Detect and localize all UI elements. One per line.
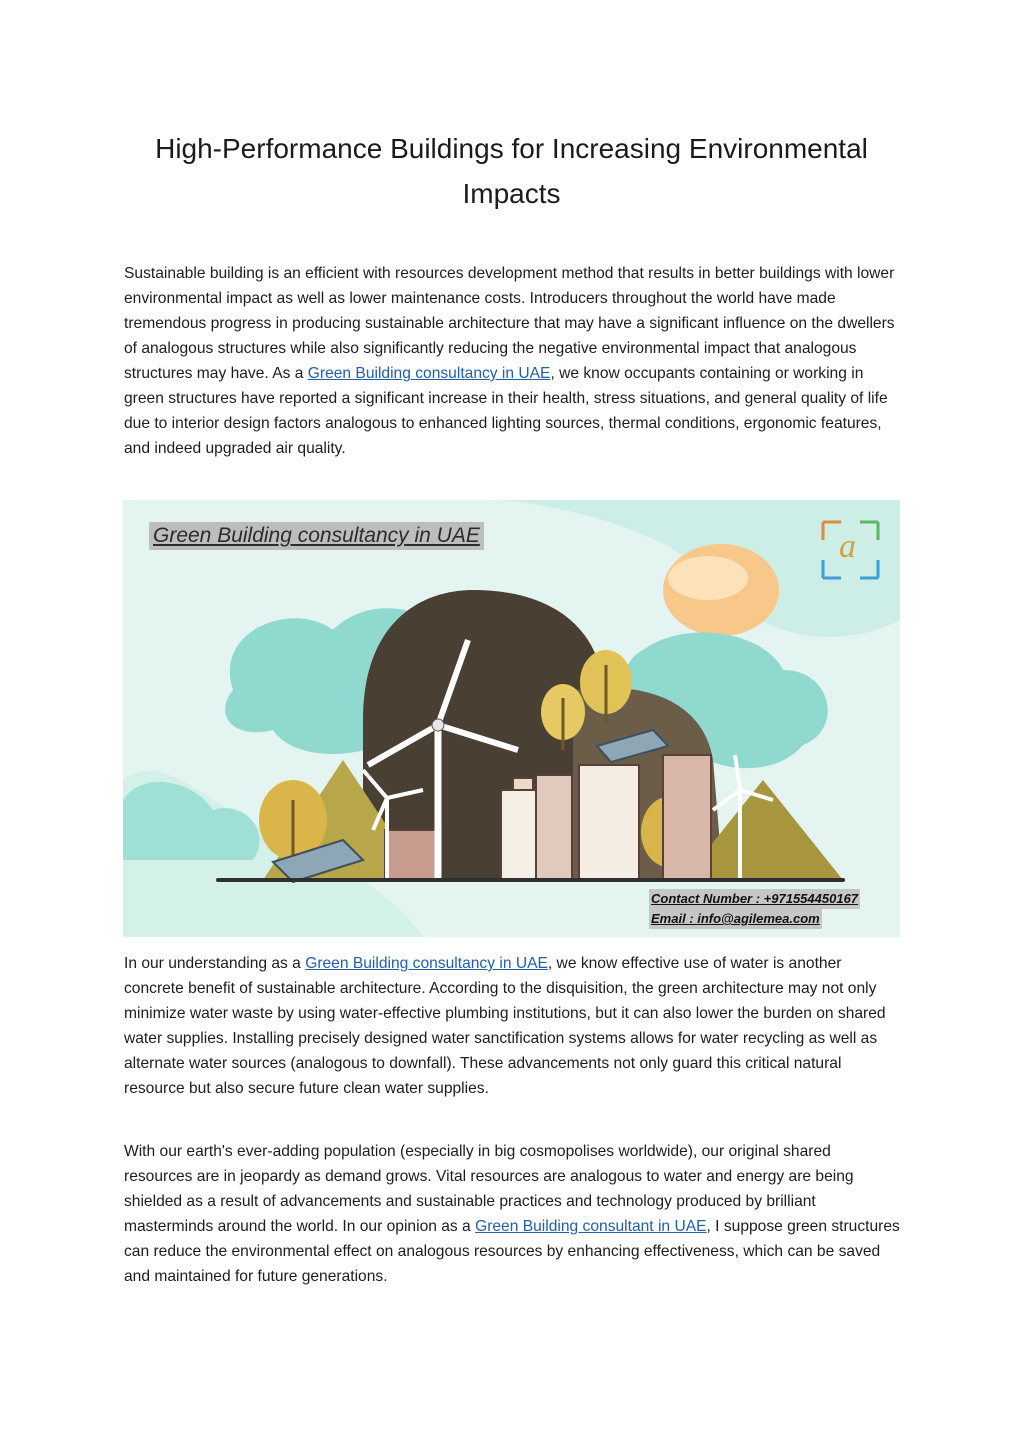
paragraph-text: With our earth's ever-adding population (especially in big cosmopolises worldwide), our original shared resources are in jeopardy as demand grows. Vital resources are analogous to water and energy are being shielded as a result of advancements and sustainable practices and technology produced by brilliant masterminds around the world. In our opinion as a bbox=[124, 1143, 854, 1235]
green-building-link[interactable]: Green Building consultancy in UAE bbox=[305, 955, 548, 972]
page-title bbox=[100, 126, 923, 216]
title-line-2: Impacts bbox=[462, 178, 561, 209]
paragraph-text: , we know occupants containing or working in green structures have reported a significant increase in their health, stress situations, and general quality of life due to interior design factors analogous to enhanced lighting sources, thermal conditions, ergonomic features, and indeed upgraded air quality. bbox=[124, 365, 888, 457]
paragraph-text: , I suppose green structures can reduce the environmental effect on analogous resources by enhancing effectiveness, which can be saved and maintained for future generations. bbox=[124, 1218, 900, 1285]
green-building-consultant-link[interactable]: Green Building consultant in UAE bbox=[475, 1218, 707, 1235]
paragraph-water bbox=[124, 951, 900, 1101]
banner-title: Green Building consultancy in UAE bbox=[149, 522, 484, 550]
contact-number: Contact Number : +971554450167 bbox=[649, 889, 860, 909]
paragraph-text: In our understanding as a bbox=[124, 955, 306, 972]
banner-illustration bbox=[123, 500, 900, 937]
green-building-link[interactable]: Green Building consultancy in UAE bbox=[307, 365, 551, 382]
title-line-1: High-Performance Buildings for Increasing Environmental bbox=[155, 133, 868, 164]
paragraph-text: Sustainable building is an efficient with resources development method that results in better buildings with lower environmental impact as well as lower maintenance costs. Introducers throughout the world have made tremendous progress in producing sustainable architecture that may have a significant influence on the dwellers of analogous structures while also significantly reducing the negative environmental impact that analogous structures may have. As a bbox=[124, 265, 895, 382]
logo-letter: a bbox=[839, 528, 856, 565]
paragraph-intro bbox=[124, 261, 900, 461]
contact-block bbox=[649, 889, 860, 929]
green-city-illustration bbox=[123, 500, 900, 937]
paragraph-text: , we know effective use of water is another concrete benefit of sustainable architecture. According to the disquisition, the green architecture may not only minimize water waste by using water-effective plumbing institutions, but it can also lower the burden on shared water supplies. Installing precisely designed water sanctification systems allows for water recycling as well as alternate water sources (analogous to downfall). These advancements not only guard this critical natural resource but also secure future clean water supplies. bbox=[124, 955, 886, 1097]
paragraph-resources bbox=[124, 1139, 900, 1289]
contact-email: Email : info@agilemea.com bbox=[649, 909, 822, 929]
